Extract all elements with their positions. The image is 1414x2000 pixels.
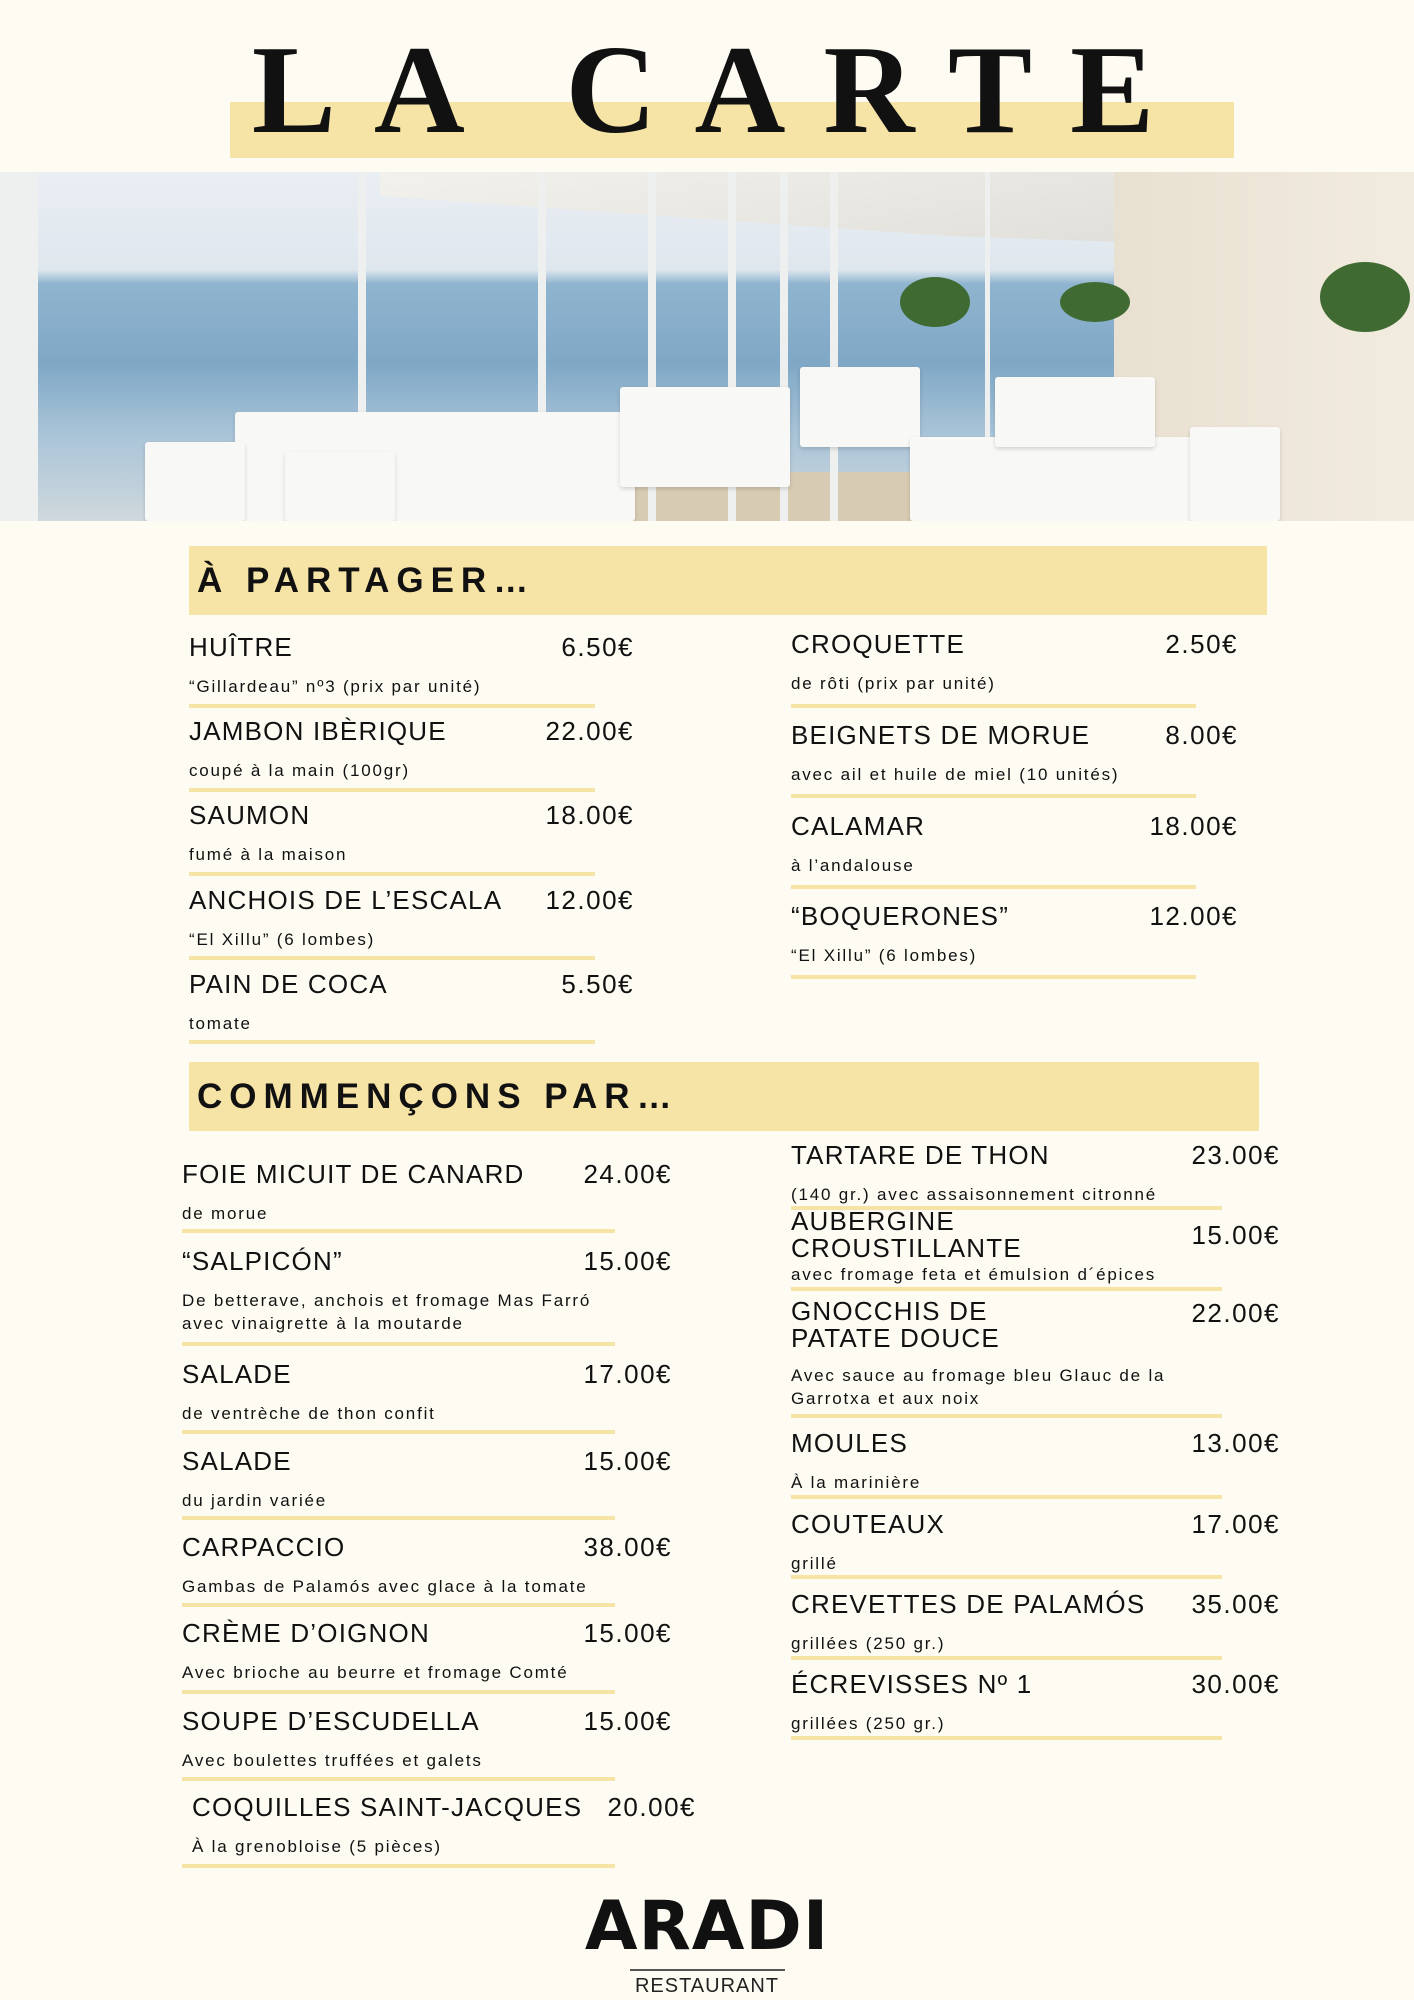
item-divider — [791, 1575, 1222, 1579]
menu-item-description: À la grenobloise (5 pièces) — [192, 1837, 442, 1856]
menu-item — [189, 968, 634, 1035]
menu-item-description: avec ail et huile de miel (10 unités) — [791, 765, 1120, 784]
menu-item — [791, 1298, 1280, 1410]
menu-item-description: “El Xillu” (6 lombes) — [791, 946, 978, 965]
menu-item-description: à l’andalouse — [791, 856, 915, 875]
menu-item-name: FOIE MICUIT DE CANARD — [182, 1158, 525, 1189]
menu-item — [791, 628, 1238, 695]
menu-item-description: coupé à la main (100gr) — [189, 761, 410, 780]
section-title: COMMENÇONS PAR… — [197, 1077, 679, 1116]
item-divider — [791, 1414, 1222, 1418]
menu-item-price: 35.00€ — [1191, 1588, 1280, 1619]
menu-item-name: BEIGNETS DE MORUE — [791, 719, 1091, 750]
menu-item-description: À la marinière — [791, 1473, 922, 1492]
menu-item — [189, 631, 634, 698]
menu-item-header — [189, 884, 634, 916]
menu-item — [791, 900, 1238, 967]
item-divider — [182, 1430, 615, 1434]
menu-item-header — [182, 1531, 672, 1563]
menu-item-name: ANCHOIS DE L’ESCALA — [189, 884, 503, 915]
menu-item-price: 15.00€ — [583, 1445, 672, 1476]
menu-item-name: CROQUETTE — [791, 628, 966, 659]
menu-item-description: Gambas de Palamós avec glace à la tomate — [182, 1577, 588, 1596]
menu-item-header — [791, 1668, 1280, 1700]
menu-item-description: Avec boulettes truffées et galets — [182, 1751, 483, 1770]
menu-item — [791, 1668, 1280, 1735]
menu-item-price: 12.00€ — [545, 884, 634, 915]
menu-item-name: CARPACCIO — [182, 1531, 346, 1562]
menu-item-header — [791, 719, 1238, 751]
menu-item-header — [182, 1158, 672, 1190]
menu-item-header — [189, 715, 634, 747]
menu-item-name: TARTARE DE THON — [791, 1139, 1050, 1170]
item-divider — [182, 1603, 615, 1607]
item-divider — [189, 704, 595, 708]
logo-subtitle: RESTAURANT — [634, 1975, 780, 1997]
menu-item — [182, 1531, 672, 1598]
menu-item-name: SOUPE D’ESCUDELLA — [182, 1705, 480, 1736]
page-title: LA CARTE — [251, 21, 1193, 160]
restaurant-photo — [0, 172, 1414, 521]
item-divider — [182, 1229, 615, 1233]
menu-item-price: 24.00€ — [583, 1158, 672, 1189]
menu-item — [189, 799, 634, 866]
menu-item-description: avec fromage feta et émulsion d´épices — [791, 1265, 1157, 1284]
menu-item — [182, 1617, 672, 1684]
restaurant-logo — [0, 1887, 1414, 1998]
menu-item-description: “El Xillu” (6 lombes) — [189, 930, 376, 949]
menu-item-price: 2.50€ — [1165, 628, 1238, 659]
menu-item — [791, 719, 1238, 786]
menu-item-price: 15.00€ — [583, 1245, 672, 1276]
menu-item-header — [192, 1791, 696, 1823]
item-divider — [791, 794, 1196, 798]
item-divider — [189, 788, 595, 792]
menu-item-name: CREVETTES DE PALAMÓS — [791, 1588, 1146, 1619]
menu-item-description: de ventrèche de thon confit — [182, 1404, 436, 1423]
menu-item-description: grillées (250 gr.) — [791, 1714, 946, 1733]
item-divider — [182, 1342, 615, 1346]
menu-item-header — [791, 900, 1238, 932]
menu-item-price: 12.00€ — [1149, 900, 1238, 931]
menu-item-description: fumé à la maison — [189, 845, 348, 864]
menu-item-name: GNOCCHIS DE PATATE DOUCE — [791, 1296, 1000, 1353]
menu-item — [182, 1245, 672, 1335]
menu-item-description: De betterave, anchois et fromage Mas Farró avec vinaigrette à la moutarde — [182, 1291, 592, 1333]
menu-item-name: COQUILLES SAINT-JACQUES — [192, 1791, 583, 1822]
item-divider — [189, 956, 595, 960]
menu-item-name: SAUMON — [189, 799, 311, 830]
menu-item-price: 8.00€ — [1165, 719, 1238, 750]
menu-item-price: 23.00€ — [1191, 1139, 1280, 1170]
menu-item-header — [182, 1445, 672, 1477]
menu-item — [791, 1427, 1280, 1494]
item-divider — [791, 1495, 1222, 1499]
item-divider — [189, 872, 595, 876]
menu-item-price: 30.00€ — [1191, 1668, 1280, 1699]
menu-item-name: MOULES — [791, 1427, 909, 1458]
menu-item-header — [791, 628, 1238, 660]
menu-item-description: (140 gr.) avec assaisonnement citronné — [791, 1185, 1158, 1204]
menu-item-description: grillées (250 gr.) — [791, 1634, 946, 1653]
menu-item-price: 18.00€ — [545, 799, 634, 830]
menu-item — [182, 1705, 672, 1772]
menu-item-price: 5.50€ — [561, 968, 634, 999]
menu-item-name: ÉCREVISSES Nº 1 — [791, 1668, 1033, 1699]
menu-item-header — [189, 631, 634, 663]
menu-item-description: de rôti (prix par unité) — [791, 674, 996, 693]
menu-item-name: COUTEAUX — [791, 1508, 946, 1539]
menu-item-price: 15.00€ — [583, 1617, 672, 1648]
menu-item — [182, 1445, 672, 1512]
menu-item-name: PAIN DE COCA — [189, 968, 388, 999]
menu-item-description: grillé — [791, 1554, 838, 1573]
menu-item-price: 13.00€ — [1191, 1427, 1280, 1458]
menu-item-name: JAMBON IBÈRIQUE — [189, 715, 447, 746]
menu-item — [189, 715, 634, 782]
menu-item-price: 15.00€ — [583, 1705, 672, 1736]
menu-item-header — [791, 1588, 1280, 1620]
menu-item-name: CALAMAR — [791, 810, 926, 841]
menu-item-name: CRÈME D’OIGNON — [182, 1617, 430, 1648]
menu-item-price: 17.00€ — [583, 1358, 672, 1389]
item-divider — [189, 1040, 595, 1044]
menu-item-header — [182, 1617, 672, 1649]
menu-item-description: Avec sauce au fromage bleu Glauc de la Garrotxa et aux noix — [791, 1366, 1166, 1408]
item-divider — [182, 1516, 615, 1520]
menu-item-header — [791, 1139, 1280, 1171]
menu-item — [791, 1588, 1280, 1655]
menu-item-price: 20.00€ — [607, 1791, 696, 1822]
menu-item — [189, 884, 634, 951]
menu-item-description: tomate — [189, 1014, 252, 1033]
menu-item — [791, 1139, 1280, 1206]
menu-item-description: Avec brioche au beurre et fromage Comté — [182, 1663, 569, 1682]
menu-item-name: SALADE — [182, 1358, 292, 1389]
item-divider — [791, 1736, 1222, 1740]
menu-item-header — [189, 799, 634, 831]
menu-item-description: “Gillardeau” nº3 (prix par unité) — [189, 677, 482, 696]
menu-item — [182, 1358, 672, 1425]
menu-item-price: 22.00€ — [1191, 1298, 1280, 1328]
item-divider — [791, 704, 1196, 708]
menu-item-header — [791, 1206, 1280, 1263]
menu-item-name: “BOQUERONES” — [791, 900, 1010, 931]
menu-item-price: 15.00€ — [1191, 1219, 1280, 1250]
menu-item-price: 38.00€ — [583, 1531, 672, 1562]
menu-item-header — [189, 968, 634, 1000]
menu-item — [791, 1206, 1280, 1286]
menu-item — [791, 810, 1238, 877]
menu-item-description: de morue — [182, 1204, 269, 1223]
item-divider — [791, 885, 1196, 889]
menu-item-name: “SALPICÓN” — [182, 1245, 343, 1276]
menu-item-name: HUÎTRE — [189, 631, 293, 662]
menu-item-name: SALADE — [182, 1445, 292, 1476]
menu-item-price: 18.00€ — [1149, 810, 1238, 841]
item-divider — [182, 1690, 615, 1694]
menu-item-header — [182, 1245, 672, 1277]
menu-item-header — [182, 1705, 672, 1737]
logo-divider — [630, 1969, 785, 1971]
item-divider — [182, 1777, 615, 1781]
menu-item-header — [791, 810, 1238, 842]
menu-item-price: 22.00€ — [545, 715, 634, 746]
item-divider — [791, 1656, 1222, 1660]
menu-item — [791, 1508, 1280, 1575]
menu-item — [182, 1158, 672, 1225]
menu-item-price: 17.00€ — [1191, 1508, 1280, 1539]
menu-item-price: 6.50€ — [561, 631, 634, 662]
item-divider — [182, 1864, 615, 1868]
menu-item-header — [791, 1298, 1280, 1352]
menu-item-header — [791, 1508, 1280, 1540]
menu-item — [192, 1791, 696, 1858]
menu-item-name: AUBERGINE CROUSTILLANTE — [791, 1206, 1022, 1263]
item-divider — [791, 975, 1196, 979]
item-divider — [791, 1287, 1222, 1291]
logo-brand: ARADI — [584, 1887, 830, 1966]
menu-item-description: du jardin variée — [182, 1491, 328, 1510]
section-title: À PARTAGER… — [197, 561, 536, 600]
menu-item-header — [791, 1427, 1280, 1459]
menu-item-header — [182, 1358, 672, 1390]
